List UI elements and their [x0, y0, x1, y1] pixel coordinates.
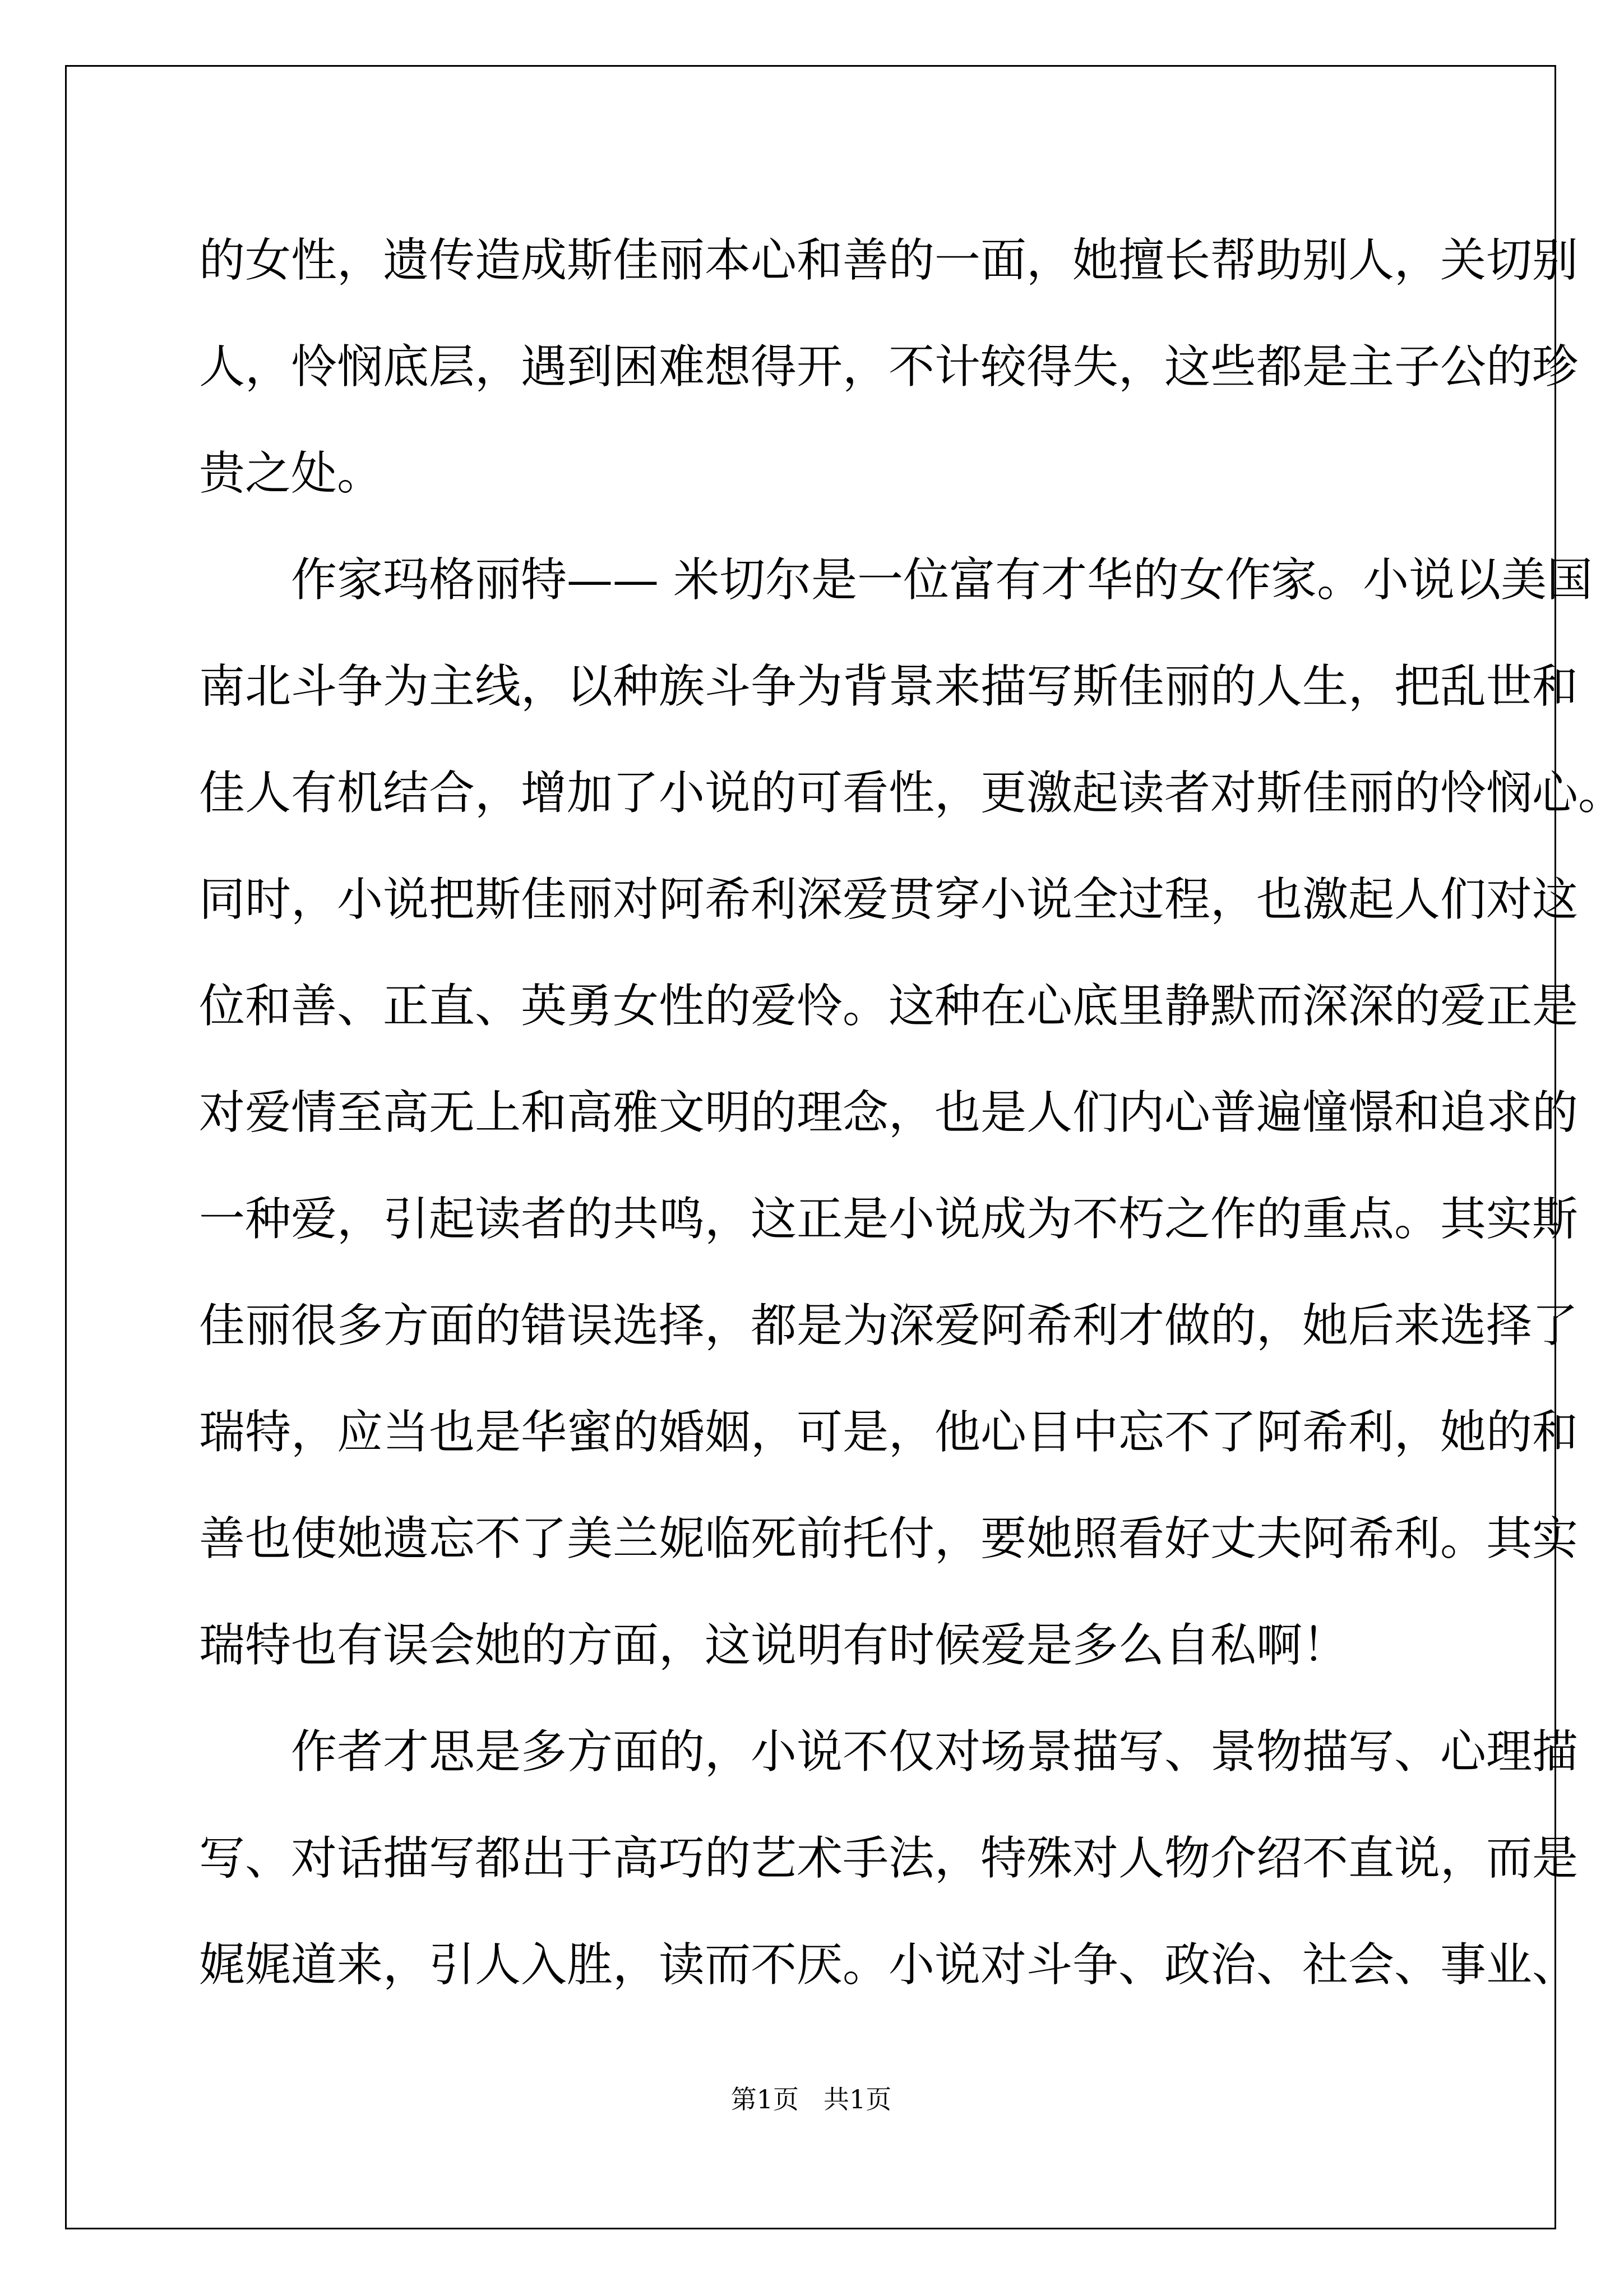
page-number: 第1页: [730, 2084, 799, 2114]
text-line: 写、对话描写都出于高巧的艺术手法，特殊对人物介绍不直说，而是: [199, 1832, 1579, 1885]
paragraph-start-line: 作者才思是多方面的，小说不仅对场景描写、景物描写、心理描: [291, 1725, 1579, 1779]
text-line: 娓娓道来，引人入胜，读而不厌。小说对斗争、政治、社会、事业、: [199, 1938, 1579, 1992]
text-line: 位和善、正直、英勇女性的爱怜。这种在心底里静默而深深的爱正是: [199, 980, 1579, 1033]
paragraph-start-line: 作家玛格丽特—— 米切尔是一位富有才华的女作家。小说以美国: [291, 553, 1593, 607]
text-line: 人，怜悯底层，遇到困难想得开，不计较得失，这些都是主子公的珍: [199, 340, 1579, 394]
text-line: 佳丽很多方面的错误选择，都是为深爱阿希利才做的，她后来选择了: [199, 1299, 1579, 1352]
page-footer: [0, 2082, 1622, 2116]
text-line: 对爱情至高无上和高雅文明的理念，也是人们内心普遍憧憬和追求的: [199, 1086, 1579, 1139]
text-line: 瑞特，应当也是华蜜的婚姻，可是，他心目中忘不了阿希利，她的和: [199, 1406, 1579, 1459]
page-total: 共1页: [823, 2084, 892, 2114]
text-line: 佳人有机结合，增加了小说的可看性，更激起读者对斯佳丽的怜悯心。: [199, 766, 1624, 820]
text-line: 瑞特也有误会她的方面，这说明有时候爱是多么自私啊！: [199, 1619, 1349, 1672]
text-line: 南北斗争为主线，以种族斗争为背景来描写斯佳丽的人生，把乱世和: [199, 660, 1579, 713]
text-line: 善也使她遗忘不了美兰妮临死前托付，要她照看好丈夫阿希利。其实: [199, 1512, 1579, 1566]
text-line: 一种爱，引起读者的共鸣，这正是小说成为不朽之作的重点。其实斯: [199, 1193, 1579, 1246]
text-line: 的女性，遗传造成斯佳丽本心和善的一面，她擅长帮助别人，关切别: [199, 234, 1579, 287]
document-body: [199, 207, 1624, 2019]
text-line: 同时，小说把斯佳丽对阿希利深爱贯穿小说全过程，也激起人们对这: [199, 873, 1579, 926]
text-line: 贵之处。: [199, 447, 383, 500]
